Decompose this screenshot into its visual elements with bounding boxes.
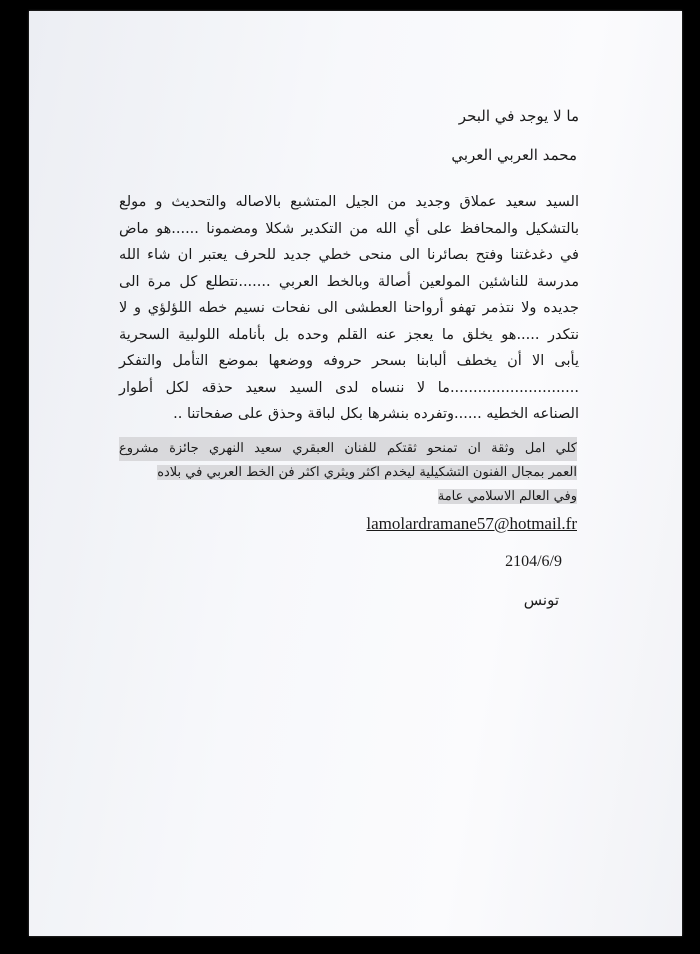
wish-line [119, 461, 577, 485]
author-name: محمد العربي العربي [451, 146, 577, 164]
wish-line [119, 485, 577, 509]
email-link[interactable]: lamolardramane57@hotmail.fr [366, 514, 577, 533]
letter-date: 2104/6/9 [505, 553, 562, 570]
paragraph-line: ............................ما لا ننساه لدى السيد سعيد حذقه لكل أطوار [119, 379, 579, 396]
paragraph-line: مدرسة للناشئين المولعين أصالة وبالخط العربي .......نتطلع كل مرة الى [119, 273, 579, 290]
wish-line-text: العمر بمجال الفنون التشكيلية ليخدم اكثر ويثري اكثر فن الخط العربي في بلاده [157, 465, 577, 480]
main-paragraph [119, 189, 579, 428]
wish-line: كلي امل وثقة ان تمنحو ثقتكم للفنان العبقري سعيد النهري جائزة مشروع [119, 437, 577, 461]
letter-place: تونس [523, 591, 559, 609]
wish-line-text: وفي العالم الاسلامي عامة [437, 489, 577, 504]
letter-title: ما لا يوجد في البحر [458, 107, 579, 125]
paragraph-line: نتكدر .....هو يخلق ما يعجز عنه القلم وحده بل بأنامله اللولبية السحرية [119, 326, 579, 343]
paragraph-line: بالتشكيل والمحافظ على أي الله من التكدير شكلا ومضمونا ......هو ماض [119, 220, 579, 237]
paragraph-line: السيد سعيد عملاق وجديد من الجيل المتشبع بالاصاله والتحديث و مولع [119, 194, 579, 210]
paragraph-line: جديده ولا نتذمر تهفو أرواحنا العطشى الى نفحات نسيم خطه اللؤلؤي و لا [119, 300, 579, 316]
paragraph-line: الصناعه الخطيه ......وتفرده بنشرها بكل لباقة وحذق على صفحاتنا .. [173, 406, 579, 422]
highlighted-wish [119, 437, 577, 509]
paper-sheet [29, 11, 682, 936]
paragraph-line: يأبى الا أن يخطف ألبابنا بسحر حروفه ووضعها بموضع التأمل والتفكر [119, 353, 579, 369]
paragraph-line: في دغدغتنا وفتح بصائرنا الى منحى خطي جديد للحرف يعتبر ان شاء الله [119, 247, 579, 263]
